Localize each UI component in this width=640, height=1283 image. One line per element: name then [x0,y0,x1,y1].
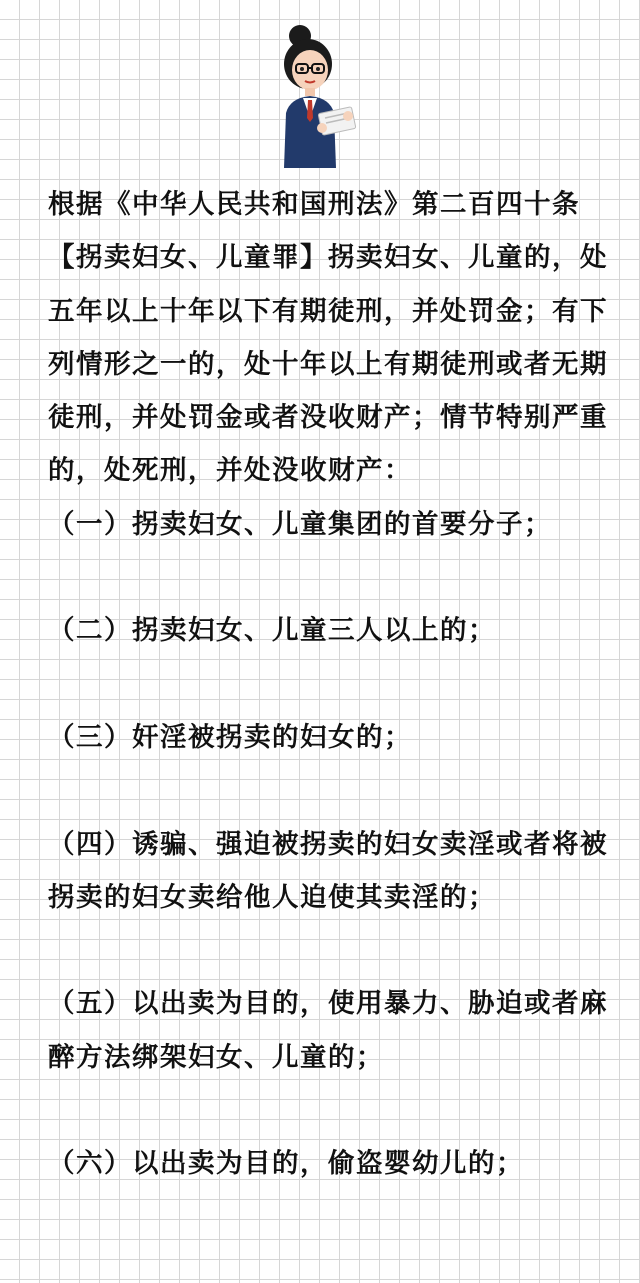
list-item: （一）拐卖妇女、儿童集团的首要分子； [48,508,552,540]
spacer [48,658,608,711]
list-item: （三）奸淫被拐卖的妇女的； [48,721,412,753]
law-text [48,178,608,1191]
list-item: （二）拐卖妇女、儿童三人以上的； [48,615,496,647]
avatar [270,18,370,168]
spacer [48,764,608,817]
spacer [48,924,608,977]
lawyer-avatar-icon [270,18,370,168]
list-item: （五）以出卖为目的，使用暴力、胁迫或者麻醉方法绑架妇女、儿童的； [48,988,608,1073]
list-item: （六）以出卖为目的，偷盗婴幼儿的； [48,1148,524,1180]
intro-paragraph: 根据《中华人民共和国刑法》第二百四十条【拐卖妇女、儿童罪】拐卖妇女、儿童的，处五年以上十年以下有期徒刑，并处罚金；有下列情形之一的，处十年以上有期徒刑或者无期徒刑，并处罚金或者没收财产；情节特别严重的，处死刑，并处没收财产： [48,189,608,487]
spacer [48,551,608,604]
list-item: （四）诱骗、强迫被拐卖的妇女卖淫或者将被拐卖的妇女卖给他人迫使其卖淫的； [48,828,608,913]
spacer [48,1084,608,1137]
